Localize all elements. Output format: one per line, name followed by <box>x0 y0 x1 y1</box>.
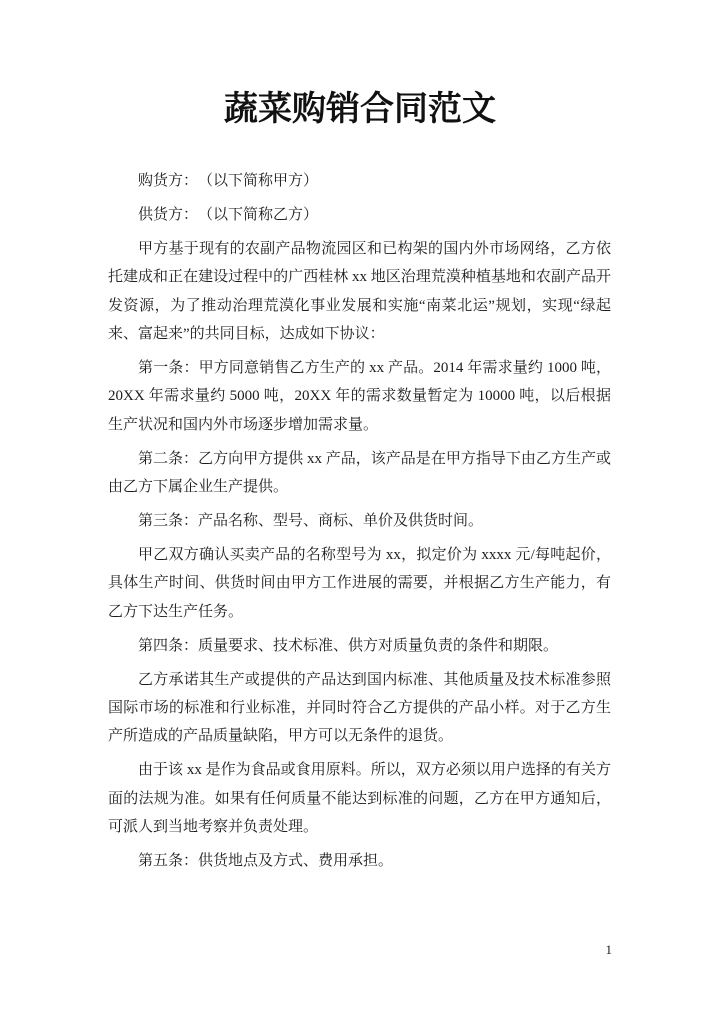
contract-paragraph-article-2: 第二条：乙方向甲方提供 xx 产品，该产品是在甲方指导下由乙方生产或由乙方下属企业生产提供。 <box>108 450 611 496</box>
page-number: 1 <box>605 942 612 957</box>
contract-paragraph-article-3-detail: 甲乙双方确认买卖产品的名称型号为 xx，拟定价为 xxxx 元/每吨起价，具体生产时间、供货时间由甲方工作进展的需要，并根据乙方生产能力，有乙方下达生产任务。 <box>108 546 611 620</box>
document-body <box>0 132 720 875</box>
contract-paragraph-article-4-detail-2: 由于该 xx 是作为食品或食用原料。所以，双方必须以用户选择的有关方面的法规为准。如果有任何质量不能达到标准的问题，乙方在甲方通知后，可派人到当地考察并负责处理。 <box>108 762 611 836</box>
contract-paragraph-article-5: 第五条：供货地点及方式、费用承担。 <box>138 852 394 869</box>
party-line-buyer: 购货方： （以下简称甲方） <box>138 173 319 189</box>
contract-paragraph-article-4-detail-1: 乙方承诺其生产或提供的产品达到国内标准、其他质量及技术标准参照国际市场的标准和行业标准，并同时符合乙方提供的产品小样。对于乙方生产所造成的产品质量缺陷，甲方可以无条件的退货。 <box>108 671 611 745</box>
contract-paragraph-preamble: 甲方基于现有的农副产品物流园区和已构架的国内外市场网络，乙方依托建成和正在建设过程中的广西桂林 xx 地区治理荒漠种植基地和农副产品开发资源，为了推动治理荒漠化事业发展和实施“南菜北运”规划，实现“绿起来、富起来”的共同目标，达成如下协议： <box>108 240 611 343</box>
document-title: 蔬菜购销合同范文 <box>224 90 496 128</box>
contract-paragraph-article-1: 第一条：甲方同意销售乙方生产的 xx 产品。2014 年需求量约 1000 吨，20XX 年需求量约 5000 吨，20XX 年的需求数量暂定为 10000 吨，以后根据生产状况和国内外市场逐步增加需求量。 <box>108 359 611 433</box>
party-line-supplier: 供货方： （以下简称乙方） <box>138 206 319 223</box>
contract-paragraph-article-4: 第四条：质量要求、技术标准、供方对质量负责的条件和期限。 <box>138 637 559 654</box>
contract-paragraph-article-3: 第三条：产品名称、型号、商标、单价及供货时间。 <box>138 512 484 529</box>
